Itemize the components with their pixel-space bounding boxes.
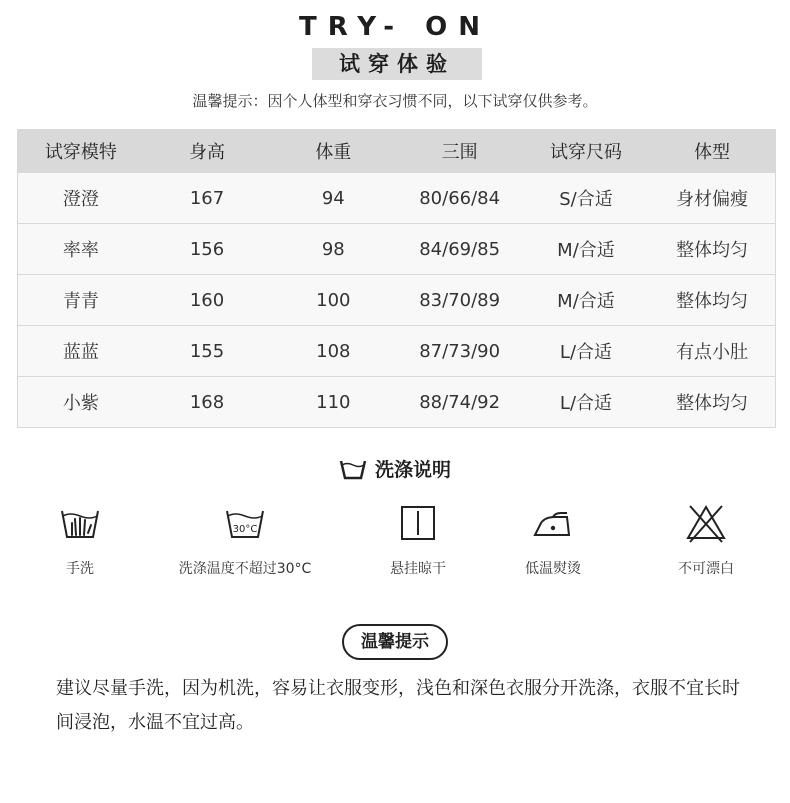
try-on-table <box>17 129 776 428</box>
care-item-no-bleach <box>616 500 790 578</box>
table-cell: 身材偏瘦 <box>649 173 775 224</box>
wash-30-icon <box>223 503 267 543</box>
table-cell: 有点小肚 <box>649 326 775 377</box>
table-cell: M/合适 <box>523 275 649 326</box>
table-cell: 整体均匀 <box>649 377 775 428</box>
table-cell: 蓝蓝 <box>18 326 144 377</box>
care-label: 低温熨烫 <box>525 561 581 577</box>
notice-text: 建议尽量手洗，因为机洗，容易让衣服变形，浅色和深色衣服分开洗涤，衣服不宜长时间浸泡，水温不宜过高。 <box>56 678 740 733</box>
table-cell: 168 <box>144 377 270 428</box>
care-item-hand-wash <box>0 500 170 578</box>
table-cell: 整体均匀 <box>649 224 775 275</box>
tip-text: 温馨提示：因个人体型和穿衣习惯不同，以下试穿仅供参考。 <box>192 92 598 110</box>
table-row <box>18 326 776 377</box>
care-label: 手洗 <box>66 561 94 577</box>
table-cell: 108 <box>270 326 396 377</box>
table-cell: 156 <box>144 224 270 275</box>
washtub-icon <box>339 458 367 480</box>
no-bleach-icon <box>684 502 728 544</box>
hand-wash-icon <box>58 503 102 543</box>
table-cell: 80/66/84 <box>396 173 522 224</box>
wash-instructions-title <box>0 455 790 482</box>
table-cell: 110 <box>270 377 396 428</box>
care-label: 洗涤温度不超过30°C <box>178 561 312 577</box>
svg-text:30°C: 30°C <box>232 524 258 535</box>
table-cell: S/合适 <box>523 173 649 224</box>
table-cell: 小紫 <box>18 377 144 428</box>
table-cell: 160 <box>144 275 270 326</box>
table-cell: 88/74/92 <box>396 377 522 428</box>
care-label: 不可漂白 <box>678 561 734 577</box>
table-cell: 155 <box>144 326 270 377</box>
table-cell: 率率 <box>18 224 144 275</box>
table-cell: L/合适 <box>523 377 649 428</box>
notice-title: 温馨提示 <box>342 624 448 660</box>
table-cell: 澄澄 <box>18 173 144 224</box>
col-body-type: 体型 <box>649 130 775 173</box>
table-header-row <box>18 130 776 173</box>
table-cell: 青青 <box>18 275 144 326</box>
table-row <box>18 173 776 224</box>
table-cell: 83/70/89 <box>396 275 522 326</box>
table-row <box>18 275 776 326</box>
table-cell: 87/73/90 <box>396 326 522 377</box>
col-size: 试穿尺码 <box>523 130 649 173</box>
table-cell: 98 <box>270 224 396 275</box>
low-iron-icon <box>531 503 575 543</box>
table-cell: L/合适 <box>523 326 649 377</box>
table-cell: 84/69/85 <box>396 224 522 275</box>
table-cell: 整体均匀 <box>649 275 775 326</box>
hang-dry-icon <box>398 503 438 543</box>
table-cell: 94 <box>270 173 396 224</box>
col-measurements: 三围 <box>396 130 522 173</box>
wash-title-text: 洗涤说明 <box>374 459 451 481</box>
care-item-wash-30 <box>155 500 335 578</box>
col-model: 试穿模特 <box>18 130 144 173</box>
table-row <box>18 224 776 275</box>
care-label: 悬挂晾干 <box>390 561 446 577</box>
table-cell: 167 <box>144 173 270 224</box>
table-row <box>18 377 776 428</box>
table-cell: M/合适 <box>523 224 649 275</box>
col-height: 身高 <box>144 130 270 173</box>
col-weight: 体重 <box>270 130 396 173</box>
table-cell: 100 <box>270 275 396 326</box>
try-on-title: TRY- ON <box>298 12 492 42</box>
section-title-badge: 试穿体验 <box>312 48 482 80</box>
